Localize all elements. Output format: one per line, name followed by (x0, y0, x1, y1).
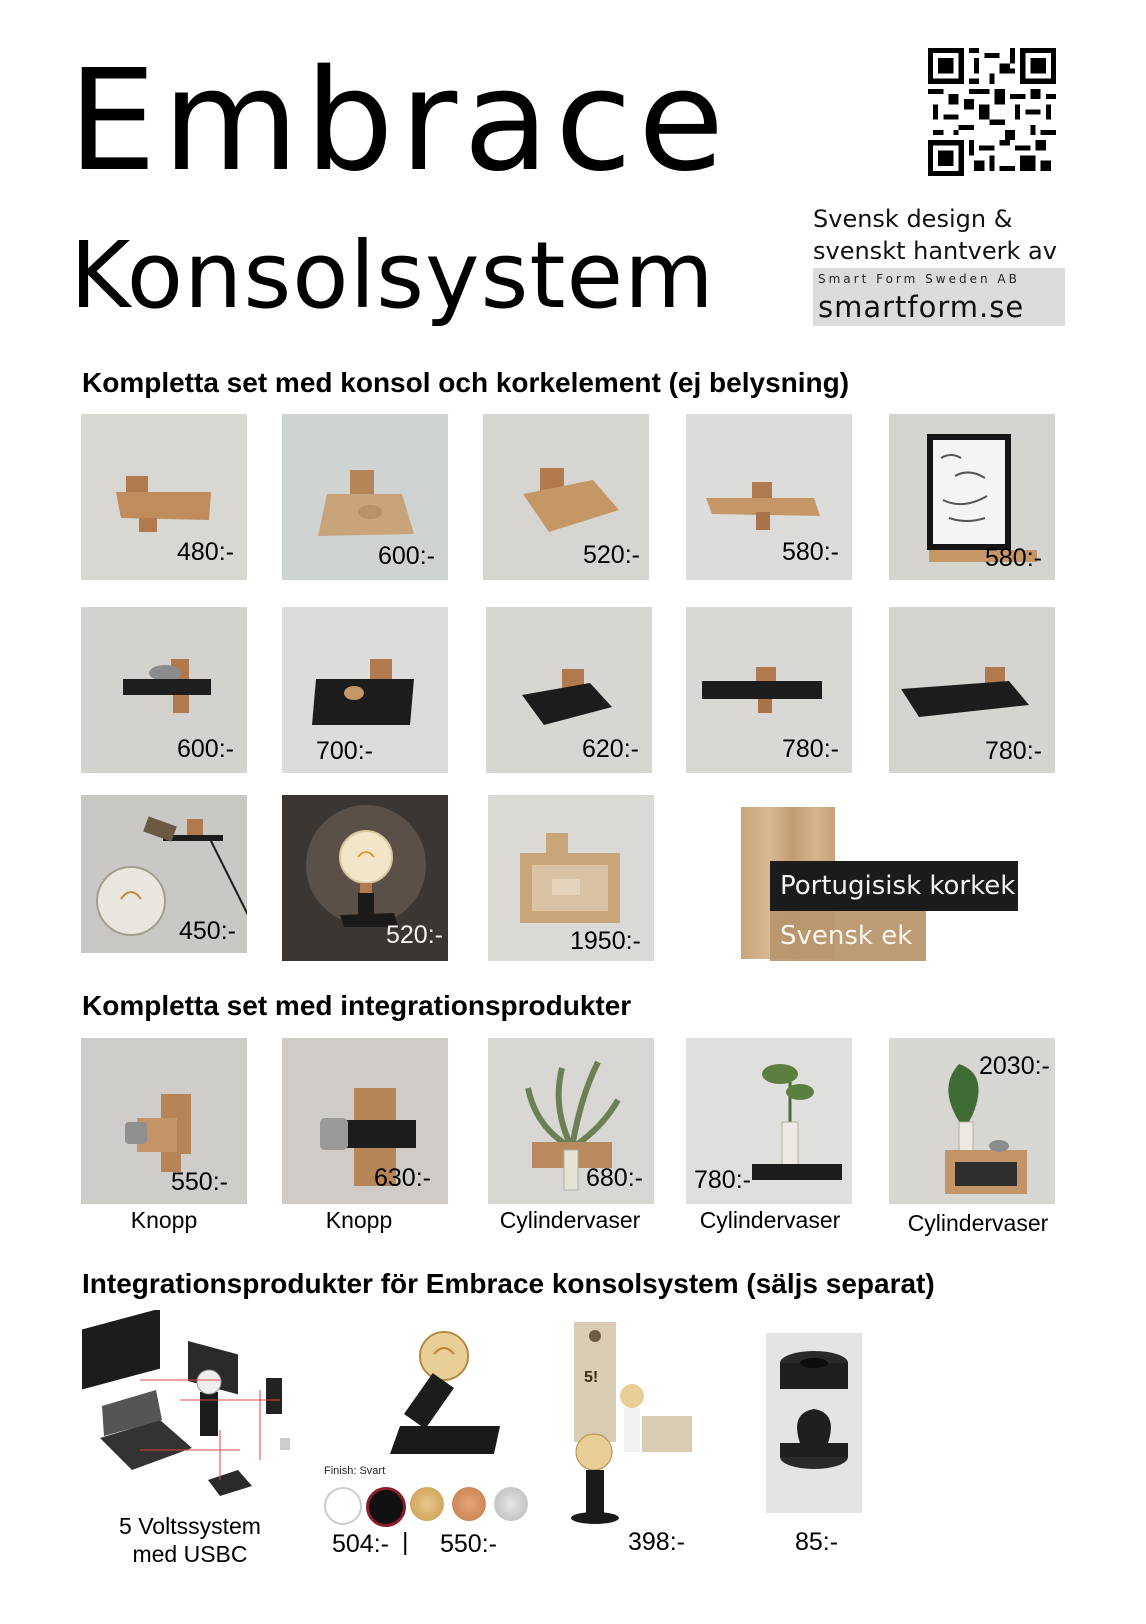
price-label: 580:- (985, 544, 1042, 572)
website-link[interactable]: smartform.se (818, 290, 1025, 324)
price-label: 780:- (782, 735, 839, 763)
product-tile[interactable] (282, 1038, 448, 1204)
price-label: 520:- (386, 921, 443, 949)
product-tile[interactable] (488, 1038, 654, 1204)
price-label: 450:- (179, 917, 236, 945)
system-caption (100, 1512, 280, 1568)
product-tile[interactable] (488, 795, 654, 961)
product-tile[interactable] (889, 414, 1055, 580)
price-separator: | (402, 1528, 409, 1556)
section3-heading: Integrationsprodukter för Embrace konsolsystem (säljs separat) (82, 1268, 935, 1299)
swatch-copper[interactable] (452, 1487, 486, 1521)
finish-label: Finish: Svart (324, 1465, 386, 1477)
title-embrace: Embrace (68, 40, 731, 203)
section1-heading: Kompletta set med konsol och korkelement (ej belysning) (82, 367, 850, 398)
price-label: 580:- (782, 538, 839, 566)
price-label: 620:- (582, 735, 639, 763)
product-tile[interactable] (686, 414, 852, 580)
swatch-black[interactable] (366, 1487, 406, 1527)
product-tile[interactable] (282, 414, 448, 580)
price-label: 2030:- (979, 1052, 1050, 1080)
price-label: 550:- (171, 1168, 228, 1196)
cup-price: 85:- (795, 1528, 839, 1556)
product-caption: Cylindervaser (699, 1207, 841, 1233)
system-caption-line-1: 5 Voltssystem (119, 1513, 261, 1539)
credit-line-2: svenskt hantverk av (813, 237, 1057, 265)
price-label: 600:- (378, 542, 435, 570)
legend-cork-label: Portugisisk korkek (770, 861, 1018, 911)
swatch-silver[interactable] (494, 1487, 528, 1521)
product-tile[interactable] (282, 795, 448, 961)
product-tile[interactable] (81, 414, 247, 580)
price-label: 780:- (985, 737, 1042, 765)
product-tile[interactable] (81, 795, 247, 953)
credit-line-1: Svensk design & (813, 205, 1013, 233)
product-tile[interactable] (81, 1038, 247, 1204)
product-tile[interactable] (282, 607, 448, 773)
product-tile[interactable] (486, 607, 652, 773)
product-tile[interactable] (686, 1038, 852, 1204)
cup-product-tile[interactable] (766, 1333, 862, 1513)
price-label: 780:- (694, 1166, 751, 1194)
product-caption: Cylindervaser (499, 1207, 641, 1233)
angled-lamp-illustration[interactable] (360, 1330, 520, 1460)
price-label: 680:- (586, 1164, 643, 1192)
product-tile[interactable] (686, 607, 852, 773)
swatch-brass[interactable] (410, 1487, 444, 1521)
cup-illustration (766, 1333, 862, 1513)
price-label: 520:- (583, 541, 640, 569)
product-tile[interactable] (889, 607, 1055, 773)
swatch-white[interactable] (324, 1487, 362, 1525)
usb-system-diagram[interactable] (80, 1310, 290, 1520)
product-caption: Cylindervaser (907, 1210, 1049, 1236)
title-konsolsystem: Konsolsystem (70, 222, 715, 329)
credit-text (813, 203, 1057, 267)
price-label: 600:- (177, 735, 234, 763)
product-caption: Knopp (325, 1207, 393, 1233)
product-tile[interactable] (889, 1038, 1055, 1204)
system-caption-line-2: med USBC (132, 1541, 248, 1567)
lamp-price-b: 550:- (440, 1530, 497, 1558)
product-tile[interactable] (81, 607, 247, 773)
battery-brand-mark: 5! (584, 1369, 599, 1386)
price-label: 630:- (374, 1164, 431, 1192)
product-caption: Knopp (130, 1207, 198, 1233)
battery-lamp-illustration[interactable] (560, 1320, 720, 1526)
battery-lamp-price: 398:- (628, 1528, 685, 1556)
price-label: 1950:- (570, 927, 641, 955)
legend-oak-label: Svensk ek (770, 911, 926, 961)
price-label: 480:- (177, 538, 234, 566)
company-name: Smart Form Sweden AB (818, 272, 1020, 286)
product-tile[interactable] (483, 414, 649, 580)
section2-heading: Kompletta set med integrationsprodukter (82, 990, 632, 1021)
price-label: 700:- (316, 737, 373, 765)
lamp-price-a: 504:- (332, 1530, 389, 1558)
qr-code[interactable] (928, 48, 1056, 176)
